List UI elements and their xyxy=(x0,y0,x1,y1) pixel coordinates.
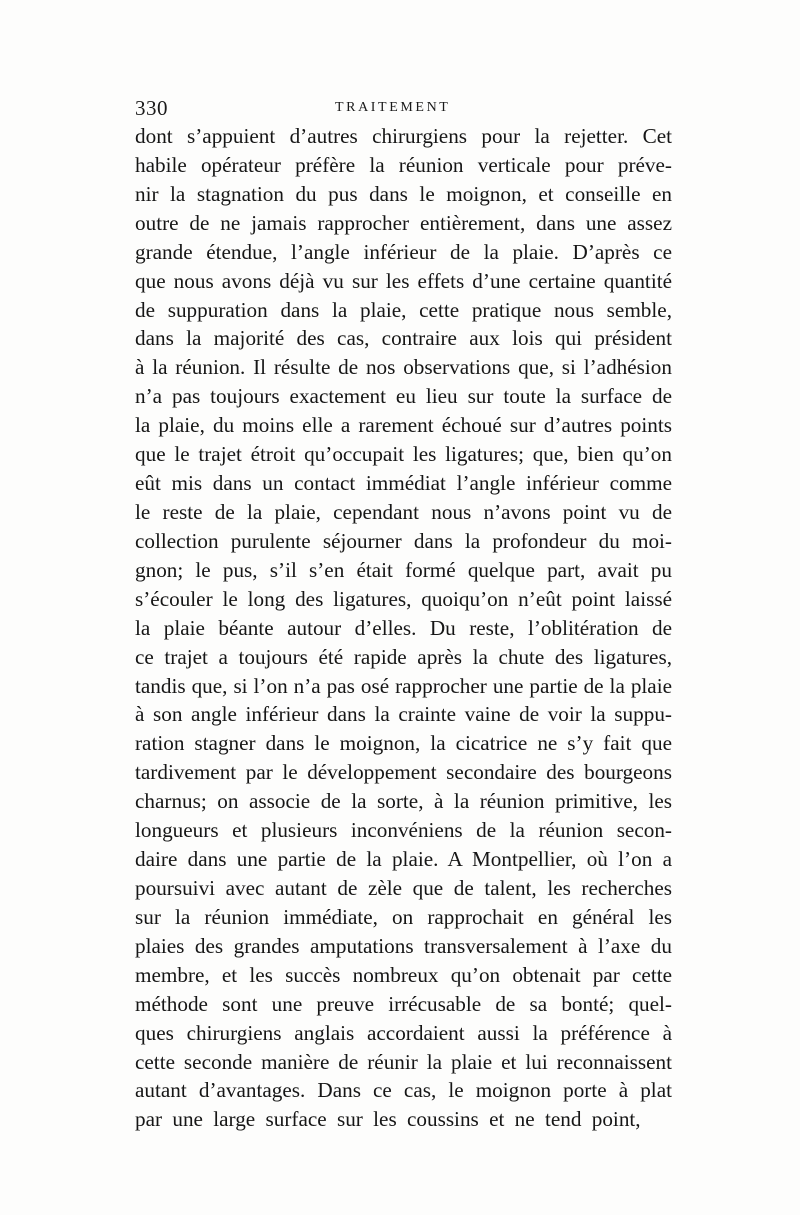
text-line: habile opérateur préfère la réunion verticale pour préve- xyxy=(135,152,672,177)
page-header xyxy=(135,96,672,120)
page-number: 330 xyxy=(135,96,168,120)
text-line: de suppuration dans la plaie, cette pratique nous semble, xyxy=(135,297,672,322)
text-line: tardivement par le développement secondaire des bourgeons xyxy=(135,760,672,785)
text-line: le reste de la plaie, cependant nous n’avons point vu de xyxy=(135,499,672,524)
text-line: longueurs et plusieurs inconvéniens de la réunion secon- xyxy=(135,818,672,843)
text-line: membre, et les succès nombreux qu’on obtenait par cette xyxy=(135,962,672,987)
text-line: que nous avons déjà vu sur les effets d’une certaine quantité xyxy=(135,268,672,293)
text-line: grande étendue, l’angle inférieur de la plaie. D’après ce xyxy=(135,239,672,264)
text-line: que le trajet étroit qu’occupait les ligatures; que, bien qu’on xyxy=(135,442,672,467)
body-paragraph xyxy=(135,122,672,1134)
text-line: à son angle inférieur dans la crainte vaine de voir la suppu- xyxy=(135,702,672,727)
text-line: autant d’avantages. Dans ce cas, le moignon porte à plat xyxy=(135,1078,672,1103)
text-line: nir la stagnation du pus dans le moignon, et conseille en xyxy=(135,181,672,206)
text-line: s’écouler le long des ligatures, quoiqu’on n’eût point laissé xyxy=(135,586,672,611)
text-line: ration stagner dans le moignon, la cicatrice ne s’y fait que xyxy=(135,731,672,756)
text-line: dans la majorité des cas, contraire aux lois qui président xyxy=(135,326,672,351)
running-title: TRAITEMENT xyxy=(335,100,451,115)
text-line: ques chirurgiens anglais accordaient aussi la préférence à xyxy=(135,1020,672,1045)
text-line: charnus; on associe de la sorte, à la réunion primitive, les xyxy=(135,789,672,814)
text-line: outre de ne jamais rapprocher entièrement, dans une assez xyxy=(135,210,672,235)
text-line: à la réunion. Il résulte de nos observations que, si l’adhésion xyxy=(135,355,672,380)
text-line: la plaie béante autour d’elles. Du reste, l’oblitération de xyxy=(135,615,672,640)
text-line: n’a pas toujours exactement eu lieu sur toute la surface de xyxy=(135,384,672,409)
text-line: tandis que, si l’on n’a pas osé rapprocher une partie de la plaie xyxy=(135,673,672,698)
text-line: eût mis dans un contact immédiat l’angle inférieur comme xyxy=(135,471,672,496)
text-line: par une large surface sur les coussins et ne tend point, xyxy=(135,1107,641,1132)
text-line: méthode sont une preuve irrécusable de sa bonté; quel- xyxy=(135,991,672,1016)
text-line: la plaie, du moins elle a rarement échoué sur d’autres points xyxy=(135,413,672,438)
text-line: daire dans une partie de la plaie. A Montpellier, où l’on a xyxy=(135,847,672,872)
text-line: dont s’appuient d’autres chirurgiens pour la rejetter. Cet xyxy=(135,124,672,148)
text-line: collection purulente séjourner dans la profondeur du moi- xyxy=(135,528,672,553)
text-line: ce trajet a toujours été rapide après la chute des ligatures, xyxy=(135,644,672,669)
text-line: plaies des grandes amputations transversalement à l’axe du xyxy=(135,933,672,958)
text-line: cette seconde manière de réunir la plaie et lui reconnaissent xyxy=(135,1049,672,1074)
text-line: poursuivi avec autant de zèle que de talent, les recherches xyxy=(135,875,672,900)
text-line: sur la réunion immédiate, on rapprochait en général les xyxy=(135,904,672,929)
text-line: gnon; le pus, s’il s’en était formé quelque part, avait pu xyxy=(135,557,672,582)
